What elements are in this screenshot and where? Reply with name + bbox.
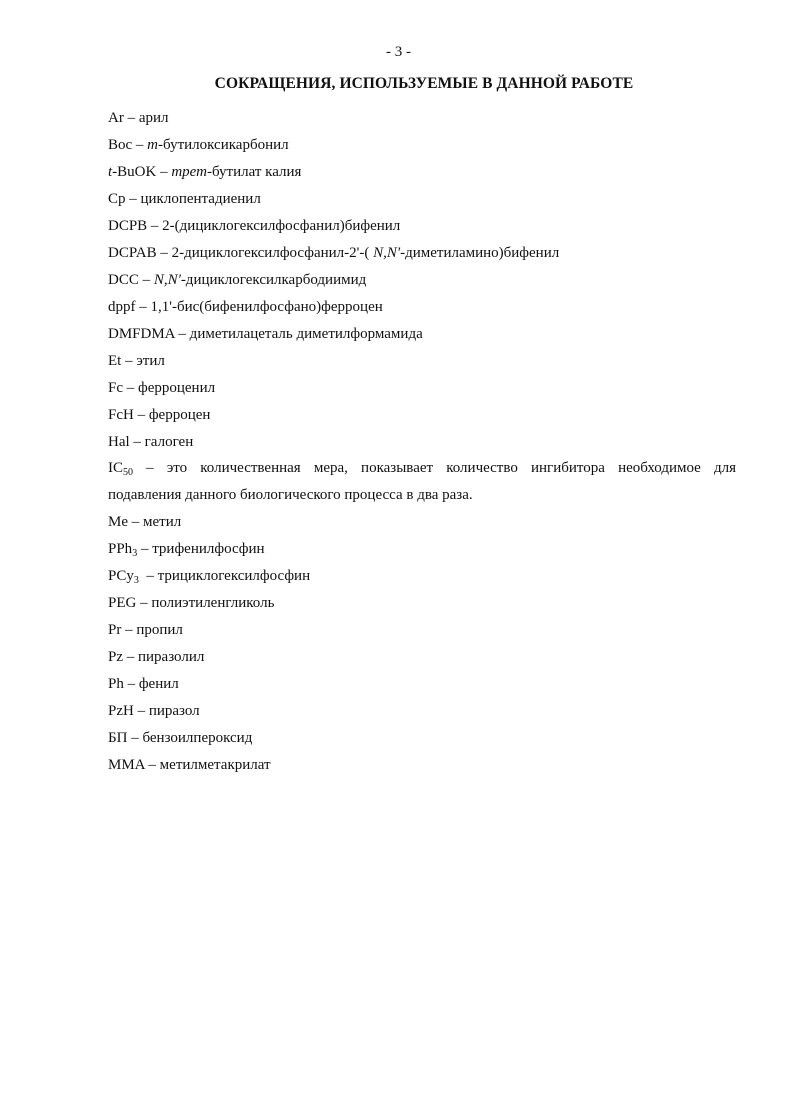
abbreviation-list <box>108 110 736 784</box>
pph3-subscript: 3 <box>132 548 138 559</box>
abbreviation-entry-pzh: PzH – пиразол <box>108 703 200 719</box>
boc-suffix: -бутилоксикарбонил <box>158 137 289 153</box>
pcy3-subscript: 3 <box>133 575 139 586</box>
pph3-suffix: – трифенилфосфин <box>137 541 265 557</box>
abbreviation-entry-dcpab <box>108 245 736 272</box>
page-number: - 3 - <box>386 44 411 60</box>
ic50-subscript: 50 <box>123 467 133 478</box>
abbreviation-entry-et: Et – этил <box>108 353 165 369</box>
abbreviation-entry-bp: БП – бензоилпероксид <box>108 730 253 746</box>
abbreviation-entry-dcc <box>108 272 736 299</box>
abbreviation-entry-ic50 <box>108 455 736 509</box>
tbuok-mid: -BuOK – <box>112 164 172 180</box>
tbuok-italic-t: t <box>108 164 113 180</box>
abbreviation-entry-me: Me – метил <box>108 514 182 530</box>
dcc-prefix: DCC – <box>108 272 154 288</box>
ic50-abbr: IC <box>108 460 123 476</box>
abbreviation-entry-pcy3 <box>108 568 736 595</box>
abbreviation-entry-tbuok <box>108 164 736 191</box>
abbreviation-entry-mma: MMA – метилметакрилат <box>108 757 271 773</box>
abbreviation-entry-hal: Hal – галоген <box>108 434 194 450</box>
dcpab-suffix: -диметиламино)бифенил <box>400 245 560 261</box>
abbreviation-entry-fc: Fc – ферроценил <box>108 380 216 396</box>
tbuok-italic-tret: трет <box>171 164 207 180</box>
ic50-line1: – это количественная мера, показывает количество ингибитора необходимое для <box>133 460 736 476</box>
abbreviation-entry-pz: Pz – пиразолил <box>108 649 205 665</box>
dcc-suffix: -дициклогексилкарбодиимид <box>180 272 367 288</box>
dcc-italic: N,N' <box>153 272 181 288</box>
page-title-text: СОКРАЩЕНИЯ, ИСПОЛЬЗУЕМЫЕ В ДАННОЙ РАБОТЕ <box>214 75 634 92</box>
tbuok-suffix: -бутилат калия <box>206 164 302 180</box>
abbreviation-entry-pr: Pr – пропил <box>108 622 183 638</box>
pcy3-suffix: – трициклогексилфосфин <box>138 568 311 584</box>
abbreviation-entry-ar: Ar – арил <box>108 110 169 126</box>
abbreviation-entry-cp: Cp – циклопентадиенил <box>108 191 261 207</box>
dcpab-italic: N,N' <box>373 245 401 261</box>
ic50-line2: подавления данного биологического процесса в два раза. <box>108 487 473 503</box>
abbreviation-entry-dcpb: DCPB – 2-(дициклогексилфосфанил)бифенил <box>108 218 401 234</box>
abbreviation-entry-dmfdma: DMFDMA – диметилацеталь диметилформамида <box>108 326 423 342</box>
abbreviation-entry-boc <box>108 137 736 164</box>
boc-italic: т <box>147 137 159 153</box>
abbreviation-entry-fch: FcH – ферроцен <box>108 407 211 423</box>
ic50-first-line <box>108 455 736 482</box>
abbreviation-entry-peg: PEG – полиэтиленгликоль <box>108 595 275 611</box>
dcpab-prefix: DCPAB – 2-дициклогексилфосфанил-2'-( <box>108 245 374 261</box>
pph3-abbr: PPh <box>108 541 133 557</box>
abbreviation-entry-pph3 <box>108 541 736 568</box>
abbreviation-entry-ph: Ph – фенил <box>108 676 179 692</box>
abbreviation-entry-dppf: dppf – 1,1'-бис(бифенилфосфано)ферроцен <box>108 299 383 315</box>
boc-prefix: Boc – <box>108 137 148 153</box>
page-title <box>0 75 797 93</box>
pcy3-abbr: PCy <box>108 568 134 584</box>
